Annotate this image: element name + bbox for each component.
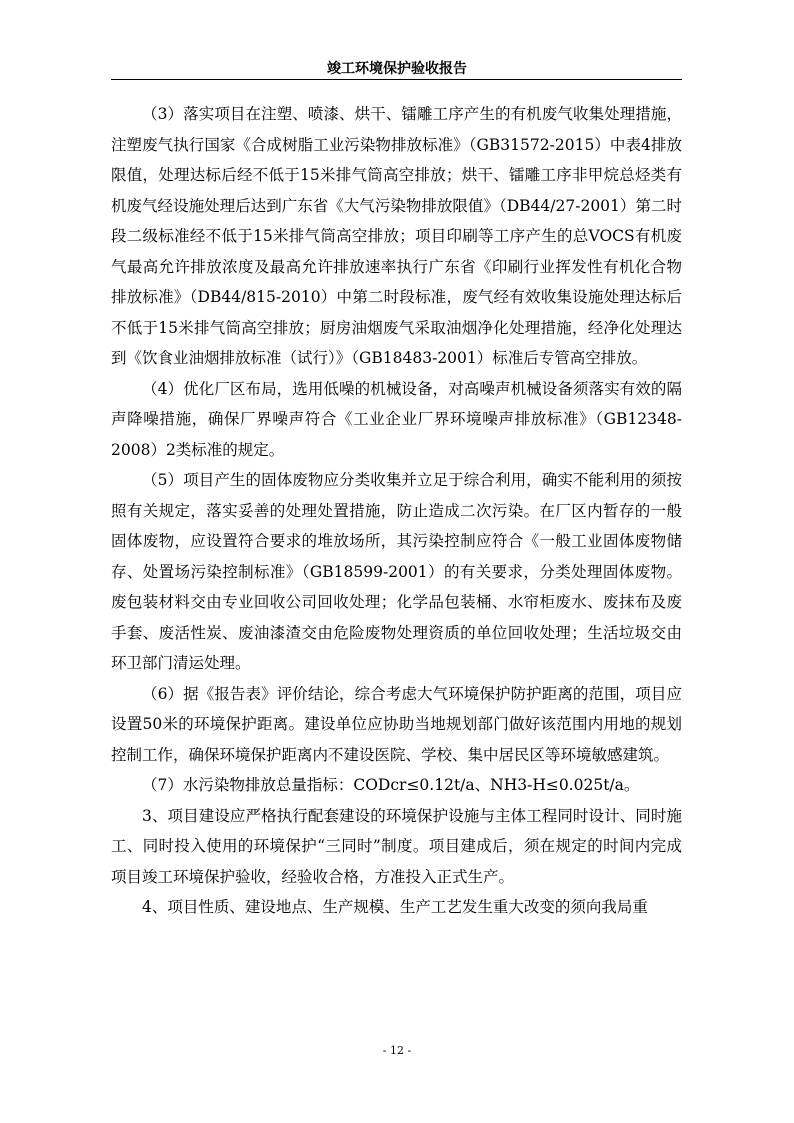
paragraph-clause-3: 3、项目建设应严格执行配套建设的环境保护设施与主体工程同时设计、同时施工、同时投入使用的环境保护“三同时”制度。项目建成后，须在规定的时间内完成项目竣工环境保护验收，经验收合格，方准投入正式生产。 [111, 806, 682, 886]
paragraph-item-5: （5）项目产生的固体废物应分类收集并立足于综合利用，确实不能利用的须按照有关规定，落实妥善的处理处置措施，防止造成二次污染。在厂区内暂存的一般固体废物，应设置符合要求的堆放场所，其污染控制应符合《一般工业固体废物储存、处置场污染控制标准》（GB18599-2001）的有关要求，分类处理固体废物。废包装材料交由专业回收公司回收处理；化学品包装桶、水帘柜废水、废抹布及废手套、废活性炭、废油漆渣交由危险废物处理资质的单位回收处理；生活垃圾交由环卫部门清运处理。 [111, 471, 682, 672]
paragraph-item-4: （4）优化厂区布局，选用低噪的机械设备，对高噪声机械设备须落实有效的隔声降噪措施，确保厂界噪声符合《工业企业厂界环境噪声排放标准》（GB12348-2008）2类标准的规定。 [111, 379, 682, 459]
paragraph-clause-4: 4、项目性质、建设地点、生产规模、生产工艺发生重大改变的须向我局重 [142, 898, 648, 916]
paragraph-item-3: （3）落实项目在注塑、喷漆、烘干、镭雕工序产生的有机废气收集处理措施，注塑废气执行国家《合成树脂工业污染物排放标准》（GB31572-2015）中表4排放限值，处理达标后经不低于15米排气筒高空排放；烘干、镭雕工序非甲烷总烃类有机废气经设施处理后达到广东省《大气污染物排放限值》（DB44/27-2001）第二时段二级标准经不低于15米排气筒高空排放；项目印刷等工序产生的总VOCS有机废气最高允许排放浓度及最高允许排放速率执行广东省《印刷行业挥发性有机化合物排放标准》（DB44/815-2010）中第二时段标准，废气经有效收集设施处理达标后不低于15米排气筒高空排放；厨房油烟废气采取油烟净化处理措施，经净化处理达到《饮食业油烟排放标准（试行）》（GB18483-2001）标准后专管高空排放。 [111, 105, 682, 367]
page-number: - 12 - [382, 1044, 412, 1057]
document-body [111, 99, 682, 923]
paragraph-item-7: （7）水污染物排放总量指标：CODcr≤0.12t/a、NH3-H≤0.025t/a。 [142, 776, 640, 794]
header-rule [111, 79, 682, 80]
paragraph-item-6: （6）据《报告表》评价结论，综合考虑大气环境保护防护距离的范围，项目应设置50米的环境保护距离。建设单位应协助当地规划部门做好该范围内用地的规划控制工作，确保环境保护距离内不建设医院、学校、集中居民区等环境敏感建筑。 [111, 684, 682, 764]
running-header: 竣工环境保护验收报告 [327, 61, 467, 77]
